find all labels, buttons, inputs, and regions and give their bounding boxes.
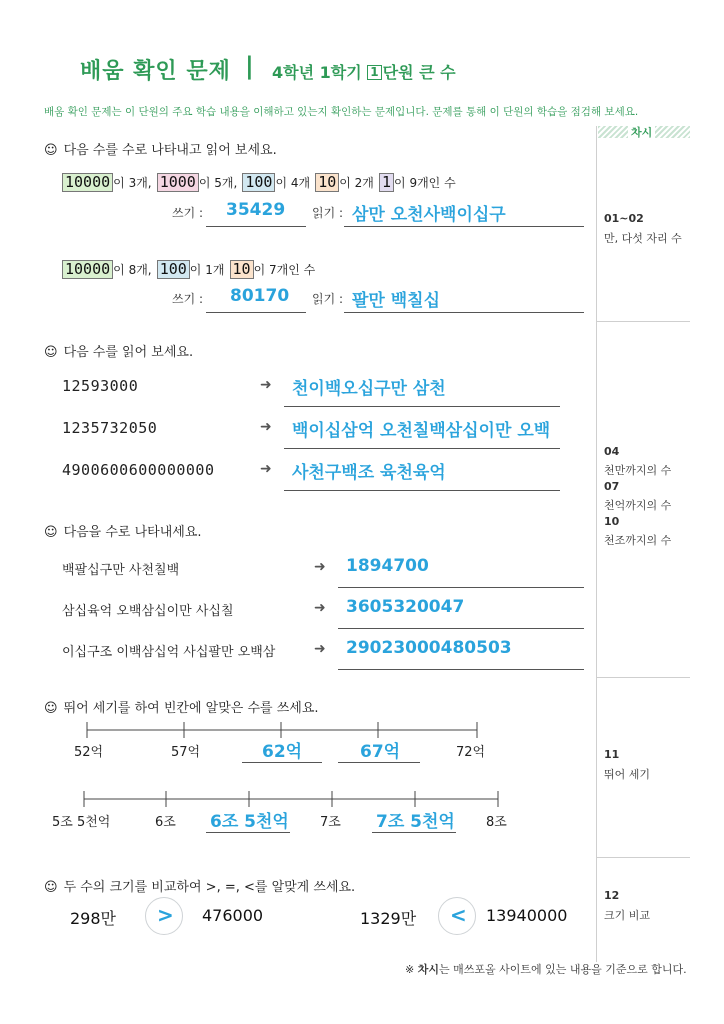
note-mark: ※: [405, 963, 415, 976]
answer-value: 사천구백조 육천육억: [292, 463, 446, 483]
place-value-tag: 1000: [157, 173, 199, 192]
answer-value: 6조 5천억: [210, 812, 289, 832]
number-item: 4900600600000000: [62, 461, 215, 479]
answer-value: 35429: [226, 200, 286, 220]
place-value-tag: 10000: [62, 260, 113, 279]
question-prompt: ☺ 다음 수를 읽어 보세요.: [44, 345, 194, 360]
lesson-code: 01~02: [604, 212, 644, 225]
unit-number-box: 1: [367, 65, 381, 80]
subtitle-unit: 단원 큰 수: [382, 63, 456, 82]
place-value-tag: 10: [230, 260, 254, 279]
place-value-tag: 100: [242, 173, 275, 192]
question-prompt: ☺ 두 수의 크기를 비교하여 >, =, <를 알맞게 쓰세요.: [44, 880, 356, 895]
answer-value: 7조 5천억: [376, 812, 455, 832]
smile-icon: ☺: [44, 143, 58, 158]
lesson-code: 12: [604, 889, 620, 902]
page-title: 배움 확인 문제: [80, 59, 231, 84]
answer-line: [338, 762, 420, 763]
read-label: 읽기 :: [312, 206, 344, 220]
read-label: 읽기 :: [312, 292, 344, 306]
number-line-label: 72억: [456, 745, 486, 760]
number-item: 12593000: [62, 377, 139, 395]
number-item: 1235732050: [62, 419, 158, 437]
place-value-tag: 1: [379, 173, 394, 192]
number-line-label: 6조: [155, 815, 176, 830]
question-prompt: ☺ 뛰어 세기를 하여 빈칸에 알맞은 수를 쓰세요.: [44, 701, 319, 716]
compare-symbol: >: [157, 903, 174, 927]
smile-icon: ☺: [44, 880, 58, 895]
arrow-icon: ➜: [314, 559, 326, 575]
q1-row2-condition: 10000 이 8개, 100 이 1개 10 이 7개인 수: [62, 259, 315, 279]
smile-icon: ☺: [44, 345, 58, 360]
lesson-text: 천만까지의 수: [604, 464, 672, 477]
footnote: [405, 961, 687, 977]
note-text: 는 매쓰포올 사이트에 있는 내용을 기준으로 합니다.: [438, 963, 687, 976]
compare-symbol: <: [450, 903, 467, 927]
number-line-label: 57억: [171, 745, 201, 760]
number-line-label: 52억: [74, 745, 104, 760]
lesson-text: 천억까지의 수: [604, 499, 672, 512]
lesson-code: 10: [604, 515, 620, 528]
place-value-tag: 100: [157, 260, 190, 279]
place-value-tag: 10000: [62, 173, 113, 192]
answer-value: 67억: [360, 742, 401, 762]
subtitle-grade: 4학년 1학기: [272, 63, 362, 82]
note-bold: 차시: [417, 963, 439, 976]
lesson-code: 11: [604, 748, 620, 761]
number-line-label: 7조: [320, 815, 341, 830]
sidebar-separator: [596, 321, 690, 322]
lesson-code: 07: [604, 480, 620, 493]
title-divider: |: [245, 52, 254, 80]
arrow-icon: ➜: [260, 461, 272, 477]
sidebar-separator: [596, 677, 690, 678]
number-line-label: 8조: [486, 815, 507, 830]
q1-row1-condition: 10000 이 3개, 1000 이 5개, 100 이 4개 10 이 2개 1 이 9개인 수: [62, 172, 456, 192]
lesson-code: 04: [604, 445, 620, 458]
sidebar-separator: [596, 857, 690, 858]
lesson-text: 만, 다섯 자리 수: [604, 232, 682, 245]
lesson-text: 뛰어 세기: [604, 768, 651, 781]
arrow-icon: ➜: [260, 377, 272, 393]
arrow-icon: ➜: [314, 641, 326, 657]
answer-value: 팔만 백칠십: [352, 291, 441, 311]
answer-line: [372, 832, 456, 833]
answer-value: 1894700: [346, 556, 429, 576]
arrow-icon: ➜: [260, 419, 272, 435]
smile-icon: ☺: [44, 525, 58, 540]
number-line-label: 5조 5천억: [52, 815, 111, 830]
write-label: 쓰기 :: [172, 292, 204, 306]
question-prompt: ☺ 다음을 수로 나타내세요.: [44, 525, 202, 540]
answer-value: 3605320047: [346, 597, 465, 617]
place-value-tag: 10: [315, 173, 339, 192]
sidebar-header: 차시: [628, 124, 655, 140]
answer-value: 62억: [262, 742, 303, 762]
korean-number-text: 이십구조 이백삼십억 사십팔만 오백삼: [62, 645, 276, 660]
korean-number-text: 삼십육억 오백삼십이만 사십칠: [62, 604, 234, 619]
answer-value: 천이백오십구만 삼천: [292, 379, 446, 399]
lesson-text: 천조까지의 수: [604, 534, 672, 547]
write-label: 쓰기 :: [172, 206, 204, 220]
arrow-icon: ➜: [314, 600, 326, 616]
compare-left: 298만: [70, 909, 116, 928]
answer-line: [206, 832, 290, 833]
compare-right: 13940000: [486, 906, 568, 925]
question-prompt: ☺ 다음 수를 수로 나타내고 읽어 보세요.: [44, 143, 277, 158]
intro-text: 배움 확인 문제는 이 단원의 주요 학습 내용을 이해하고 있는지 확인하는 문제입니다. 문제를 통해 이 단원의 학습을 점검해 보세요.: [44, 106, 639, 118]
korean-number-text: 백팔십구만 사천칠백: [62, 563, 180, 578]
answer-line: [242, 762, 322, 763]
answer-value: 삼만 오천사백이십구: [352, 205, 506, 225]
answer-value: 29023000480503: [346, 638, 512, 658]
answer-value: 백이십삼억 오천칠백삼십이만 오백: [292, 421, 551, 441]
answer-value: 80170: [230, 286, 290, 306]
compare-right: 476000: [202, 906, 264, 925]
lesson-text: 크기 비교: [604, 909, 651, 922]
compare-left: 1329만: [360, 909, 417, 928]
smile-icon: ☺: [44, 701, 58, 716]
